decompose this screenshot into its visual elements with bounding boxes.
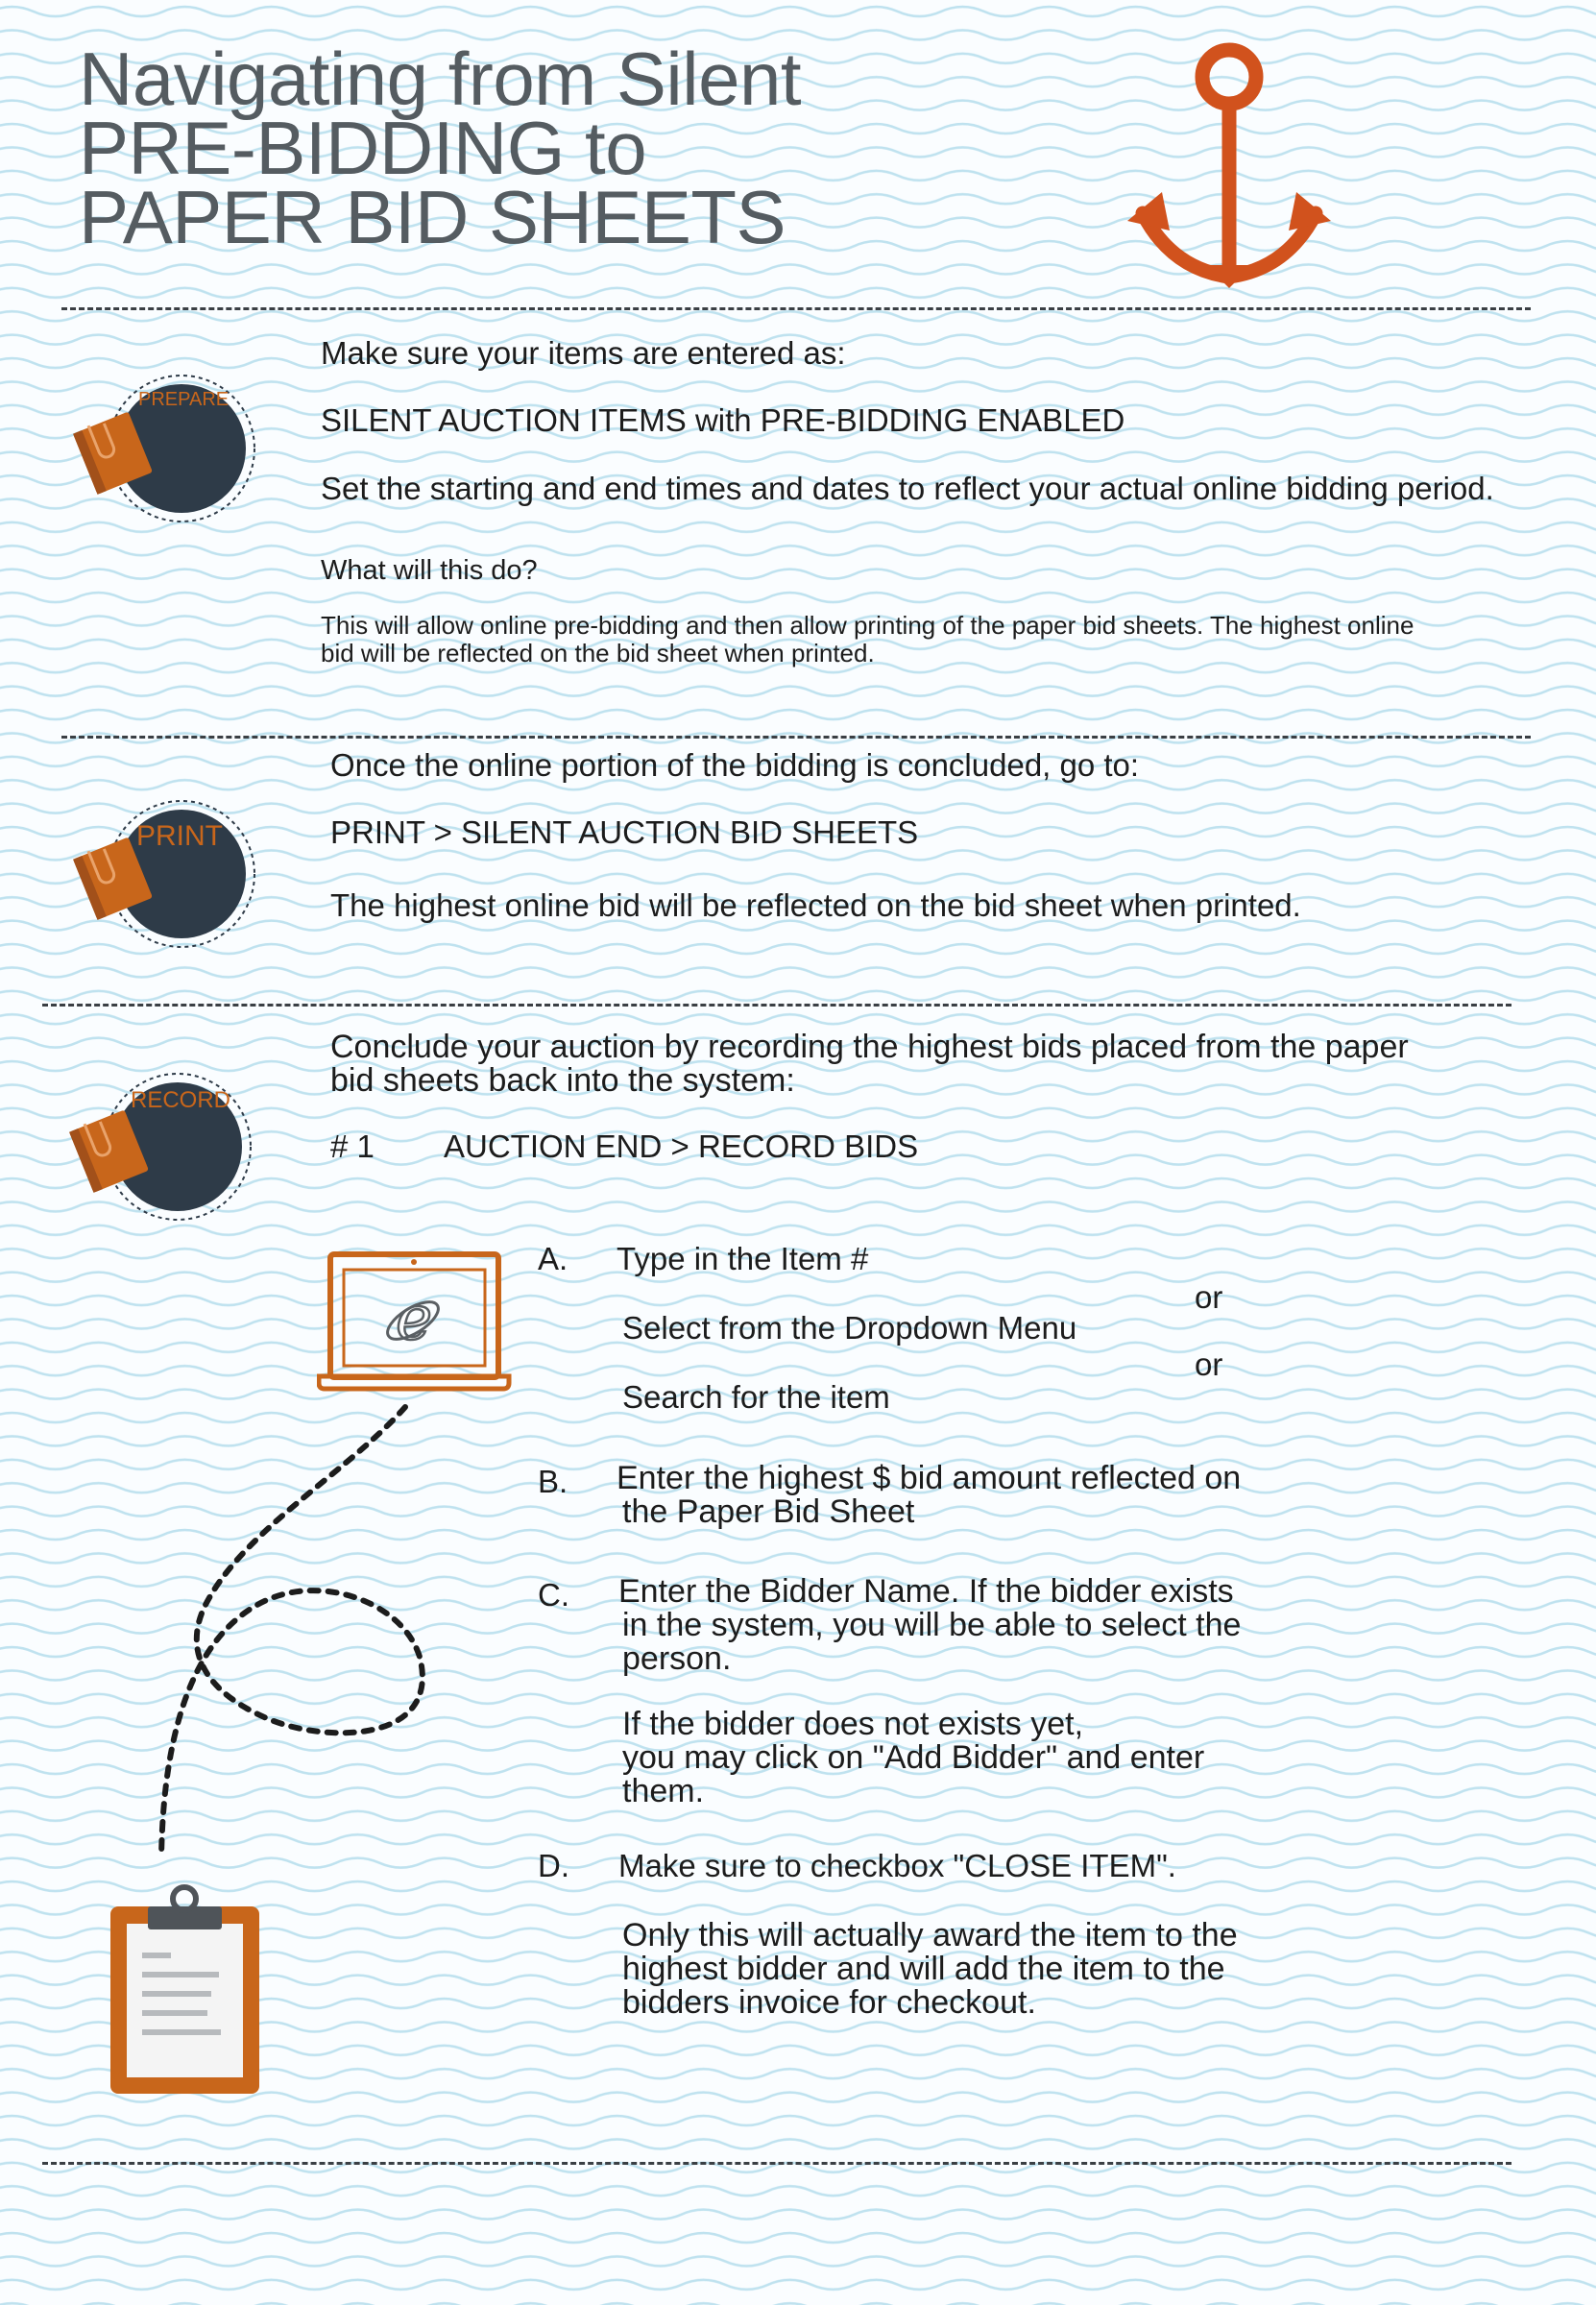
record-step-number: # 1 <box>330 1128 375 1164</box>
step-a-line-2: Select from the Dropdown Menu <box>622 1310 1077 1346</box>
step-d-line-4: bidders invoice for checkout. <box>622 1984 1036 2021</box>
prepare-badge-label: PREPARE <box>138 389 230 410</box>
title-line-3: PAPER BID SHEETS <box>79 175 786 259</box>
divider-4 <box>42 2162 1511 2165</box>
clipboard-icon <box>106 1878 264 2099</box>
step-a-line-1: Type in the Item # <box>617 1241 869 1276</box>
laptop-icon <box>317 1249 514 1393</box>
prepare-question: What will this do? <box>321 555 538 586</box>
divider-1 <box>61 307 1531 310</box>
record-intro-line-2: bid sheets back into the system: <box>330 1062 795 1099</box>
divider-3 <box>42 1004 1511 1007</box>
prepare-line-3: Set the starting and end times and dates to reflect your actual online bidding period. <box>321 471 1494 506</box>
step-a-line-3: Search for the item <box>622 1379 890 1415</box>
step-b-letter: B. <box>538 1464 568 1499</box>
step-c-line-1: Enter the Bidder Name. If the bidder exists <box>618 1573 1234 1610</box>
title-line-2: PRE-BIDDING to <box>79 106 647 190</box>
record-badge <box>67 1058 259 1231</box>
notebook-icon <box>67 1058 259 1231</box>
record-step-path: AUCTION END > RECORD BIDS <box>444 1128 919 1164</box>
step-a-or-1: or <box>1195 1279 1223 1315</box>
step-a-letter: A. <box>538 1241 568 1276</box>
anchor-icon <box>1114 38 1344 293</box>
prepare-line-1: Make sure your items are entered as: <box>321 335 846 371</box>
step-c-line-4: If the bidder does not exists yet, <box>622 1706 1084 1742</box>
internet-explorer-icon <box>382 1283 445 1354</box>
step-c-line-5: you may click on "Add Bidder" and enter <box>622 1739 1205 1776</box>
print-badge <box>71 786 263 958</box>
dotted-path-decoration <box>144 1397 442 1897</box>
prepare-badge <box>71 360 263 533</box>
step-a-or-2: or <box>1195 1347 1223 1382</box>
prepare-line-2: SILENT AUCTION ITEMS with PRE-BIDDING ENABLED <box>321 402 1125 438</box>
print-badge-label: PRINT <box>136 820 223 852</box>
page-title <box>79 36 802 259</box>
divider-2 <box>61 736 1531 739</box>
step-c-line-6: them. <box>622 1773 705 1809</box>
prepare-answer-line-2: bid will be reflected on the bid sheet when printed. <box>321 639 875 667</box>
step-d-line-1: Make sure to checkbox "CLOSE ITEM". <box>618 1848 1176 1883</box>
step-d-letter: D. <box>538 1848 569 1883</box>
print-line-2: PRINT > SILENT AUCTION BID SHEETS <box>330 814 919 850</box>
print-line-1: Once the online portion of the bidding is concluded, go to: <box>330 747 1140 783</box>
step-c-line-2: in the system, you will be able to select the <box>622 1607 1242 1643</box>
record-badge-label: RECORD <box>131 1087 231 1113</box>
step-c-letter: C. <box>538 1577 569 1613</box>
notebook-icon <box>71 786 263 958</box>
step-d-line-3: highest bidder and will add the item to the <box>622 1951 1225 1987</box>
step-d-line-2: Only this will actually award the item to the <box>622 1917 1238 1953</box>
svg-text:e: e <box>396 1283 432 1354</box>
step-b-line-2: the Paper Bid Sheet <box>622 1493 915 1530</box>
notebook-icon <box>71 360 263 533</box>
record-intro-line-1: Conclude your auction by recording the highest bids placed from the paper <box>330 1029 1409 1065</box>
prepare-answer-line-1: This will allow online pre-bidding and then allow printing of the paper bid sheets. The highest online <box>321 611 1415 640</box>
step-b-line-1: Enter the highest $ bid amount reflected on <box>617 1460 1242 1496</box>
step-c-line-3: person. <box>622 1640 732 1677</box>
title-line-1: Navigating from Silent <box>79 36 802 121</box>
print-line-3: The highest online bid will be reflected on the bid sheet when printed. <box>330 887 1301 923</box>
